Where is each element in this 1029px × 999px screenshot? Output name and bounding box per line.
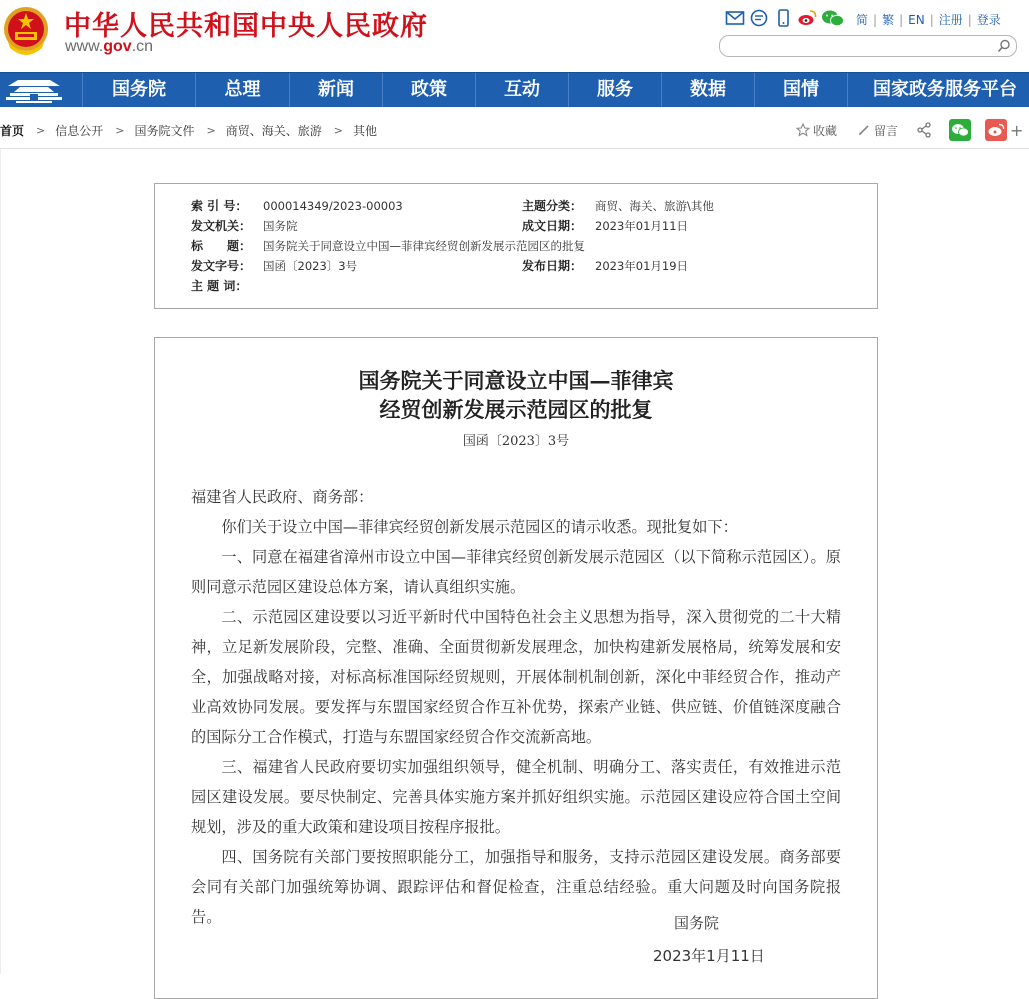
article-tools xyxy=(796,118,1023,142)
nav-item-policy[interactable]: 政策 xyxy=(382,73,475,107)
nav-item-gov-service-platform[interactable]: 国家政务服务平台 xyxy=(847,73,1029,107)
chevron-right-icon: > xyxy=(115,123,125,137)
created-date-value: 2023年01月11日 xyxy=(595,219,689,233)
site-domain[interactable] xyxy=(65,38,153,56)
doc-number-value: 国函〔2023〕3号 xyxy=(263,259,358,273)
chevron-right-icon: > xyxy=(36,123,46,137)
breadcrumb-home[interactable]: 首页 xyxy=(0,123,25,138)
chevron-right-icon: > xyxy=(333,123,343,137)
share-button[interactable] xyxy=(916,122,935,138)
paragraph: 四、国务院有关部门要按照职能分工，加强指导和服务，支持示范园区建设发展。商务部要会同有关部门加强统筹协调、跟踪评估和督促检查，注重总结经验。重大问题及时向国务院报告。 xyxy=(191,848,841,926)
issuer-value: 国务院 xyxy=(263,219,298,233)
breadcrumb-trade-customs-tourism[interactable]: 商贸、海关、旅游 xyxy=(225,123,322,138)
nav-item-news[interactable]: 新闻 xyxy=(289,73,382,107)
title-label: 标 题： xyxy=(191,239,252,253)
wechat-icon xyxy=(951,123,969,137)
more-share-icon[interactable]: + xyxy=(1010,120,1024,140)
doc-number-label: 发文字号： xyxy=(191,259,252,273)
keywords-label: 主 题 词： xyxy=(191,279,248,293)
domain-prefix: www. xyxy=(65,38,104,55)
star-icon xyxy=(796,123,810,137)
breadcrumb-state-council-docs[interactable]: 国务院文件 xyxy=(134,123,195,138)
created-date-label: 成文日期： xyxy=(522,219,583,233)
category-label: 主题分类： xyxy=(522,199,583,213)
meta-row xyxy=(191,237,871,255)
meta-row xyxy=(191,217,871,235)
site-header xyxy=(0,0,1029,72)
tiananmen-logo-icon[interactable] xyxy=(0,73,82,107)
favorite-label: 收藏 xyxy=(813,123,838,138)
article-title xyxy=(155,366,877,424)
separator: | xyxy=(899,12,904,27)
separator: | xyxy=(929,12,934,27)
phone-icon[interactable] xyxy=(773,9,793,27)
published-date-value: 2023年01月19日 xyxy=(595,259,689,273)
meta-row xyxy=(191,257,871,275)
issuer-label: 发文机关： xyxy=(191,219,252,233)
domain-gov: gov xyxy=(103,38,132,55)
wechat-icon[interactable] xyxy=(821,9,845,27)
simplified-link[interactable]: 简 xyxy=(856,13,869,27)
breadcrumb xyxy=(0,121,377,139)
weibo-icon[interactable] xyxy=(797,9,817,27)
nav-item-services[interactable]: 服务 xyxy=(568,73,661,107)
signature-org: 国务院 xyxy=(674,914,720,932)
article-title-line-2: 经贸创新发展示范园区的批复 xyxy=(379,397,653,422)
pencil-icon xyxy=(857,123,871,137)
meta-row xyxy=(191,197,871,215)
comment-label: 留言 xyxy=(874,123,899,138)
favorite-button[interactable] xyxy=(796,122,837,139)
traditional-link[interactable]: 繁 xyxy=(882,13,895,27)
chevron-right-icon: > xyxy=(206,123,216,137)
weibo-icon xyxy=(987,123,1005,137)
mail-icon[interactable] xyxy=(725,9,745,27)
salutation: 福建省人民政府、商务部： xyxy=(191,488,374,506)
category-value: 商贸、海关、旅游\其他 xyxy=(595,199,714,213)
message-icon[interactable] xyxy=(749,9,769,27)
article-doc-number: 国函〔2023〕3号 xyxy=(462,434,570,449)
search-box xyxy=(719,35,1017,57)
header-divider xyxy=(0,148,1029,149)
index-value: 000014349/2023-00003 xyxy=(263,199,403,213)
left-border xyxy=(0,149,1,974)
top-links xyxy=(856,11,1001,28)
nav-item-premier[interactable]: 总理 xyxy=(195,73,289,107)
register-link[interactable]: 注册 xyxy=(938,13,963,27)
site-name[interactable]: 中华人民共和国中央人民政府 xyxy=(64,11,428,42)
top-icon-bar xyxy=(725,9,845,27)
document-metadata xyxy=(154,183,878,309)
main-nav xyxy=(0,72,1029,107)
national-emblem-icon[interactable] xyxy=(2,4,50,58)
nav-item-data[interactable]: 数据 xyxy=(661,73,754,107)
article-body xyxy=(154,337,878,999)
paragraph: 你们关于设立中国—菲律宾经贸创新发展示范园区的请示收悉。现批复如下： xyxy=(221,518,738,536)
share-icon xyxy=(916,122,932,138)
search-icon[interactable] xyxy=(997,39,1011,53)
paragraph: 一、同意在福建省漳州市设立中国—菲律宾经贸创新发展示范园区（以下简称示范园区）。原则同意示范园区建设总体方案，请认真组织实施。 xyxy=(191,548,841,596)
article-text xyxy=(191,482,841,932)
paragraph: 二、示范园区建设要以习近平新时代中国特色社会主义思想为指导，深入贯彻党的二十大精神，立足新发展阶段，完整、准确、全面贯彻新发展理念，加快构建新发展格局，统筹发展和安全，加强战略对接，对标高标准国际经贸规则，开展体制机制创新，深化中菲经贸合作，推动产业高效协同发展。要发挥与东盟国家经贸合作互补优势，探索产业链、供应链、价值链深度融合的国际分工合作模式，打造与东盟国家经贸合作交流新高地。 xyxy=(191,608,841,746)
nav-item-interaction[interactable]: 互动 xyxy=(475,73,568,107)
nav-item-national-conditions[interactable]: 国情 xyxy=(754,73,847,107)
index-label: 索 引 号： xyxy=(191,199,248,213)
separator: | xyxy=(873,12,878,27)
title-value: 国务院关于同意设立中国—菲律宾经贸创新发展示范园区的批复 xyxy=(263,239,585,253)
search-input[interactable] xyxy=(730,38,984,55)
login-link[interactable]: 登录 xyxy=(976,13,1001,27)
paragraph: 三、福建省人民政府要切实加强组织领导，健全机制、明确分工、落实责任，有效推进示范园区建设发展。要尽快制定、完善具体实施方案并抓好组织实施。示范园区建设应符合国土空间规划，涉及的重大政策和建设项目按程序报批。 xyxy=(191,758,841,836)
published-date-label: 发布日期： xyxy=(522,259,583,273)
share-weibo-button[interactable] xyxy=(985,119,1007,141)
breadcrumb-other[interactable]: 其他 xyxy=(352,123,377,138)
meta-row xyxy=(191,277,871,295)
signature-date: 2023年1月11日 xyxy=(653,947,765,965)
domain-suffix: .cn xyxy=(131,38,154,55)
article-title-line-1: 国务院关于同意设立中国—菲律宾 xyxy=(358,368,674,393)
separator: | xyxy=(967,12,972,27)
comment-button[interactable] xyxy=(857,122,898,139)
english-link[interactable]: EN xyxy=(908,12,925,27)
breadcrumb-info-disclosure[interactable]: 信息公开 xyxy=(55,123,104,138)
share-wechat-button[interactable] xyxy=(949,119,971,141)
nav-item-state-council[interactable]: 国务院 xyxy=(82,73,195,107)
